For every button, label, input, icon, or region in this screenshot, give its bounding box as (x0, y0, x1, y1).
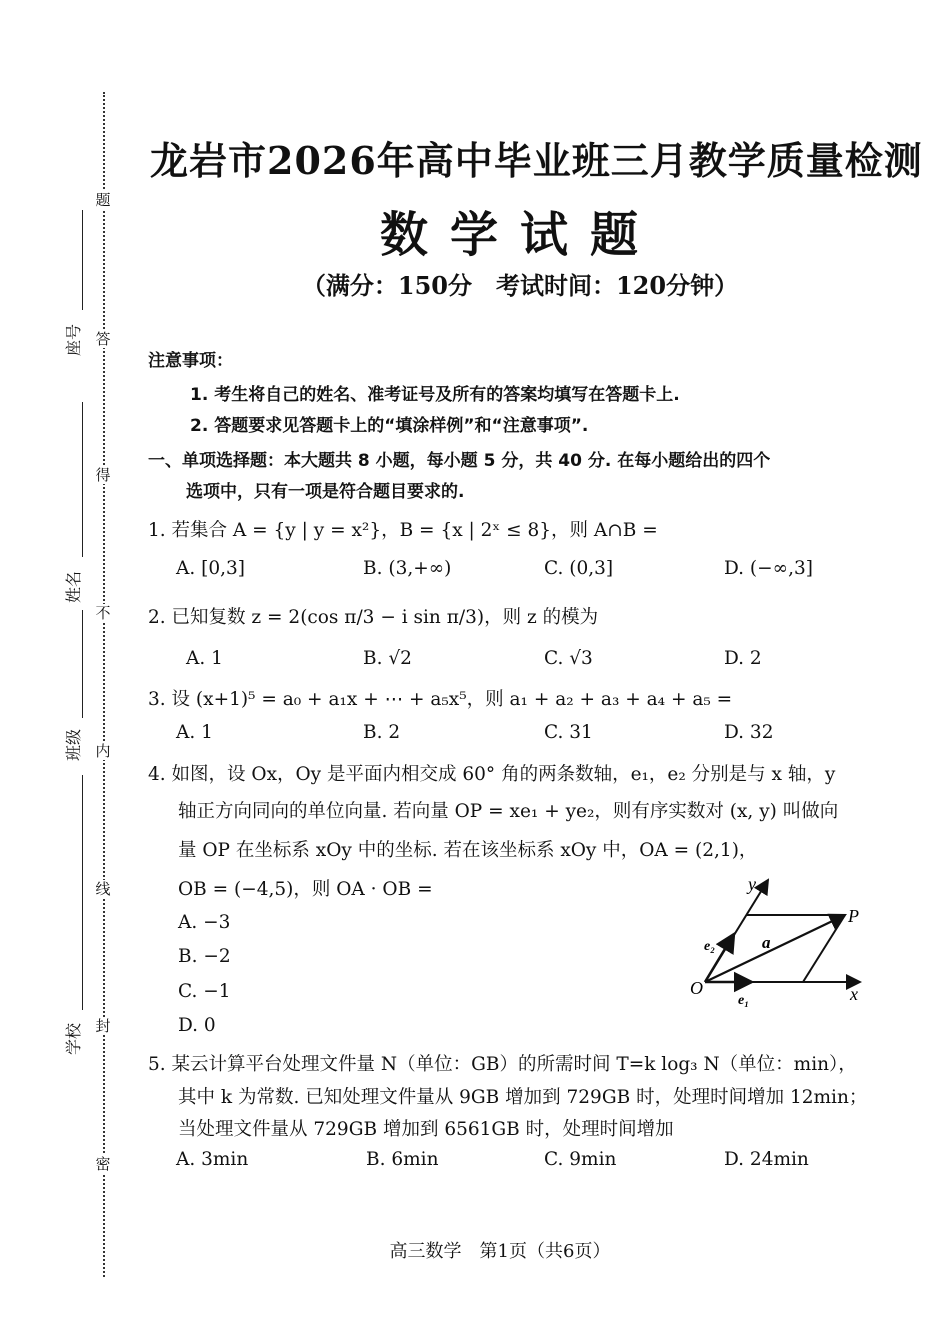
label-O: O (690, 978, 703, 998)
school-field[interactable] (82, 775, 83, 1010)
binding-dotted-line (103, 92, 105, 1277)
exam-title: 龙岩市2026年高中毕业班三月教学质量检测 (150, 138, 923, 183)
question-4-line: 轴正方向同向的单位向量. 若向量 OP = xe₁ + ye₂，则有序实数对 (x, y) 叫做向 (178, 801, 839, 822)
q2-option-a[interactable]: A. 1 (186, 648, 223, 669)
notes-heading: 注意事项： (148, 351, 233, 371)
q3-option-c[interactable]: C. 31 (544, 722, 593, 743)
class-label: 班级 (64, 729, 83, 762)
section-heading: 一、单项选择题：本大题共 8 小题，每小题 5 分，共 40 分. 在每小题给出的四个 (148, 451, 771, 471)
q2-option-b[interactable]: B. √2 (363, 648, 412, 669)
question-4-line: 4. 如图，设 Ox，Oy 是平面内相交成 60° 角的两条数轴，e₁，e₂ 分别是与 x 轴，y (148, 764, 836, 785)
q5-option-b[interactable]: B. 6min (366, 1149, 439, 1170)
q1-option-b[interactable]: B. (3,+∞) (363, 558, 452, 579)
label-e1: e₁ (738, 993, 750, 1008)
label-e2: e₂ (704, 939, 716, 954)
q3-option-d[interactable]: D. 32 (724, 722, 774, 743)
q1-option-d[interactable]: D. (−∞,3] (724, 558, 813, 579)
binding-char: 内 (95, 742, 111, 760)
question-5-line: 其中 k 为常数. 已知处理文件量从 9GB 增加到 729GB 时，处理时间增加 12min； (178, 1087, 868, 1108)
label-y: y (748, 874, 756, 894)
seat-number-label: 座号 (64, 324, 83, 357)
binding-char: 答 (95, 330, 111, 348)
name-label: 姓名 (64, 571, 83, 604)
subject-title: 数学试题 (379, 207, 660, 263)
exam-info: （满分：150分 考试时间：120分钟） (301, 271, 739, 300)
question-2-stem: 2. 已知复数 z = 2(cos π/3 − i sin π/3)，则 z 的模为 (148, 607, 599, 628)
q3-option-a[interactable]: A. 1 (176, 722, 213, 743)
binding-char: 题 (95, 191, 111, 209)
q4-option-c[interactable]: C. −1 (178, 981, 231, 1002)
q4-option-a[interactable]: A. −3 (178, 912, 231, 933)
label-x: x (850, 984, 858, 1004)
seat-number-field[interactable] (82, 210, 83, 310)
q5-option-d[interactable]: D. 24min (724, 1149, 809, 1170)
school-label: 学校 (64, 1023, 83, 1056)
name-field[interactable] (82, 402, 83, 557)
q1-option-c[interactable]: C. (0,3] (544, 558, 614, 579)
question-3-stem: 3. 设 (x+1)⁵ = a₀ + a₁x + ⋯ + a₅x⁵，则 a₁ + a₂ + a₃ + a₄ + a₅ = (148, 689, 733, 710)
q5-option-c[interactable]: C. 9min (544, 1149, 617, 1170)
q3-option-b[interactable]: B. 2 (363, 722, 401, 743)
binding-char: 封 (95, 1017, 111, 1035)
q2-option-d[interactable]: D. 2 (724, 648, 762, 669)
question-4-line: OB = (−4,5)，则 OA · OB = (178, 879, 433, 900)
binding-char: 不 (95, 604, 111, 622)
class-field[interactable] (82, 610, 83, 718)
note-item: 1. 考生将自己的姓名、准考证号及所有的答案均填写在答题卡上. (190, 385, 680, 405)
binding-char: 密 (95, 1155, 111, 1173)
q4-option-d[interactable]: D. 0 (178, 1015, 216, 1036)
page-footer: 高三数学 第1页（共6页） (389, 1241, 611, 1262)
q1-option-a[interactable]: A. [0,3] (176, 558, 245, 579)
q2-option-c[interactable]: C. √3 (544, 648, 593, 669)
question-4-line: 量 OP 在坐标系 xOy 中的坐标. 若在该坐标系 xOy 中，OA = (2,1)， (178, 840, 758, 861)
q5-option-a[interactable]: A. 3min (176, 1149, 249, 1170)
label-a: a (762, 933, 771, 952)
q4-oblique-axes-figure (690, 870, 880, 1010)
note-item: 2. 答题要求见答题卡上的“填涂样例”和“注意事项”. (190, 416, 589, 436)
question-5-line: 5. 某云计算平台处理文件量 N（单位：GB）的所需时间 T=k log₃ N（单位：min）， (148, 1054, 857, 1075)
question-5-line: 当处理文件量从 729GB 增加到 6561GB 时，处理时间增加 (178, 1119, 674, 1140)
binding-char: 得 (95, 466, 111, 484)
label-P: P (848, 906, 859, 926)
binding-char: 线 (95, 880, 111, 898)
q4-option-b[interactable]: B. −2 (178, 946, 231, 967)
section-heading-cont: 选项中，只有一项是符合题目要求的. (186, 482, 465, 502)
question-1-stem: 1. 若集合 A = {y | y = x²}，B = {x | 2ˣ ≤ 8}，则 A∩B = (148, 520, 658, 541)
